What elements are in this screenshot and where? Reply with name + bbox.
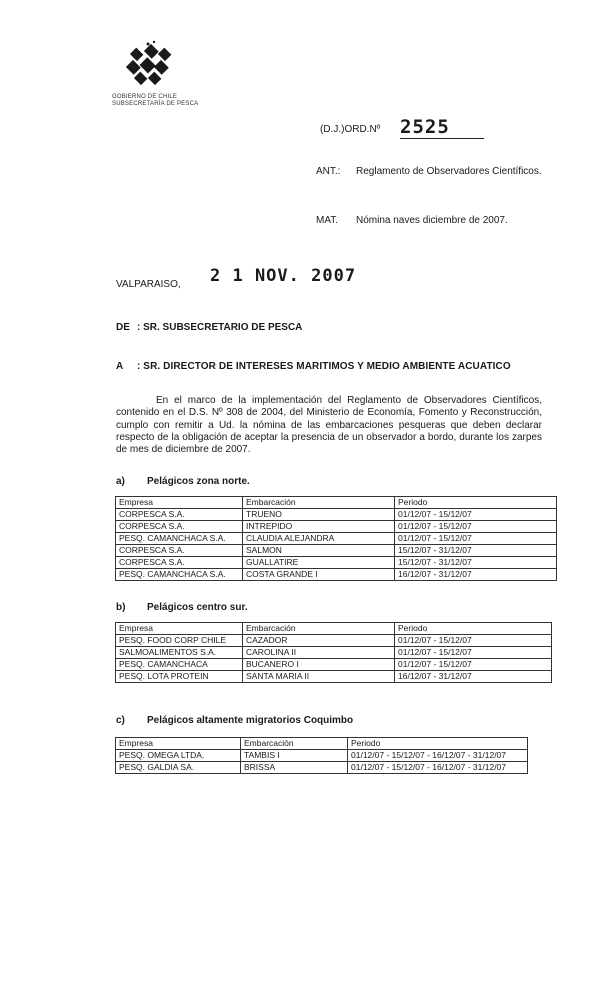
cell-periodo: 15/12/07 - 31/12/07 <box>395 545 557 557</box>
mat-text: Nómina naves diciembre de 2007. <box>356 215 508 226</box>
col-header-periodo: Periodo <box>395 623 552 635</box>
cell-periodo: 01/12/07 - 15/12/07 - 16/12/07 - 31/12/07 <box>348 750 528 762</box>
logo-caption <box>112 94 198 108</box>
col-header-periodo: Periodo <box>348 738 528 750</box>
cell-embarcacion: TAMBIS I <box>241 750 348 762</box>
cell-empresa: PESQ. CAMANCHACA S.A. <box>116 533 243 545</box>
col-header-empresa: Empresa <box>116 738 241 750</box>
cell-empresa: CORPESCA S.A. <box>116 509 243 521</box>
cell-empresa: CORPESCA S.A. <box>116 545 243 557</box>
section-a-label: a) <box>116 476 125 487</box>
col-header-embarcacion: Embarcación <box>243 497 395 509</box>
cell-empresa: PESQ. CAMANCHACA S.A. <box>116 569 243 581</box>
table-row <box>116 521 557 533</box>
table-header-row <box>116 497 557 509</box>
cell-embarcacion: BUCANERO I <box>243 659 395 671</box>
col-header-empresa: Empresa <box>116 497 243 509</box>
table-row <box>116 647 552 659</box>
table-row <box>116 509 557 521</box>
col-header-periodo: Periodo <box>395 497 557 509</box>
col-header-empresa: Empresa <box>116 623 243 635</box>
table-row <box>116 671 552 683</box>
col-header-embarcacion: Embarcación <box>243 623 395 635</box>
table-row <box>116 557 557 569</box>
table-row <box>116 569 557 581</box>
cell-periodo: 15/12/07 - 31/12/07 <box>395 557 557 569</box>
cell-empresa: CORPESCA S.A. <box>116 521 243 533</box>
city: VALPARAISO, <box>116 279 181 290</box>
section-b-label: b) <box>116 602 126 613</box>
table-pelagicos-migratorios <box>115 737 528 774</box>
table-row <box>116 545 557 557</box>
table-row <box>116 750 528 762</box>
section-c-title: Pelágicos altamente migratorios Coquimbo <box>147 715 354 726</box>
section-a-title: Pelágicos zona norte. <box>147 476 250 487</box>
cell-empresa: PESQ. FOOD CORP CHILE <box>116 635 243 647</box>
col-header-embarcacion: Embarcación <box>241 738 348 750</box>
section-c-label: c) <box>116 715 125 726</box>
cell-embarcacion: INTREPIDO <box>243 521 395 533</box>
cell-embarcacion: BRISSA <box>241 762 348 774</box>
ant-label: ANT.: <box>316 166 341 177</box>
cell-periodo: 01/12/07 - 15/12/07 <box>395 533 557 545</box>
table-row <box>116 762 528 774</box>
body-paragraph: En el marco de la implementación del Reglamento de Observadores Científicos, contenido en el D.S. Nº 308 de 2004, del Ministerio de Economía, Fomento y Reconstrucción, cumplo con remitir a Ud. la nómina de las embarcaciones pesqueras que deben declarar respecto de la obligación de aceptar la presencia de un observador a bordo, durante los zarpes de mes de diciembre de 2007. <box>116 395 542 456</box>
cell-periodo: 01/12/07 - 15/12/07 <box>395 647 552 659</box>
mat-label: MAT. <box>316 215 339 226</box>
de-label: DE <box>116 322 130 333</box>
cell-periodo: 16/12/07 - 31/12/07 <box>395 569 557 581</box>
de-text: : SR. SUBSECRETARIO DE PESCA <box>137 322 303 333</box>
table-row <box>116 659 552 671</box>
cell-empresa: PESQ. GALDIA SA. <box>116 762 241 774</box>
reference-prefix: (D.J.)ORD.Nº <box>320 124 381 135</box>
cell-embarcacion: TRUENO <box>243 509 395 521</box>
table-row <box>116 533 557 545</box>
cell-empresa: PESQ. OMEGA LTDA. <box>116 750 241 762</box>
cell-embarcacion: CAZADOR <box>243 635 395 647</box>
cell-embarcacion: CAROLINA II <box>243 647 395 659</box>
reference-number: 2525 <box>400 116 484 139</box>
cell-periodo: 01/12/07 - 15/12/07 <box>395 521 557 533</box>
cell-embarcacion: GUALLATIRE <box>243 557 395 569</box>
cell-empresa: SALMOALIMENTOS S.A. <box>116 647 243 659</box>
cell-empresa: PESQ. CAMANCHACA <box>116 659 243 671</box>
table-pelagicos-norte <box>115 496 557 581</box>
cell-periodo: 01/12/07 - 15/12/07 <box>395 635 552 647</box>
cell-embarcacion: CLAUDIA ALEJANDRA <box>243 533 395 545</box>
logo-caption-line1: GOBIERNO DE CHILE <box>112 94 178 100</box>
ant-text: Reglamento de Observadores Científicos. <box>356 166 542 177</box>
cell-embarcacion: SANTA MARIA II <box>243 671 395 683</box>
cell-embarcacion: SALMON <box>243 545 395 557</box>
a-label: A <box>116 361 124 372</box>
table-row <box>116 635 552 647</box>
table-header-row <box>116 623 552 635</box>
cell-empresa: CORPESCA S.A. <box>116 557 243 569</box>
logo-caption-line2: SUBSECRETARÍA DE PESCA <box>112 101 199 107</box>
table-header-row <box>116 738 528 750</box>
table-pelagicos-centro-sur <box>115 622 552 683</box>
date-stamp: 2 1 NOV. 2007 <box>210 266 357 286</box>
cell-embarcacion: COSTA GRANDE I <box>243 569 395 581</box>
cell-periodo: 01/12/07 - 15/12/07 <box>395 659 552 671</box>
cell-periodo: 01/12/07 - 15/12/07 - 16/12/07 - 31/12/07 <box>348 762 528 774</box>
a-text: : SR. DIRECTOR DE INTERESES MARITIMOS Y MEDIO AMBIENTE ACUATICO <box>137 361 511 372</box>
cell-periodo: 16/12/07 - 31/12/07 <box>395 671 552 683</box>
cell-periodo: 01/12/07 - 15/12/07 <box>395 509 557 521</box>
section-b-title: Pelágicos centro sur. <box>147 602 248 613</box>
cell-empresa: PESQ. LOTA PROTEIN <box>116 671 243 683</box>
